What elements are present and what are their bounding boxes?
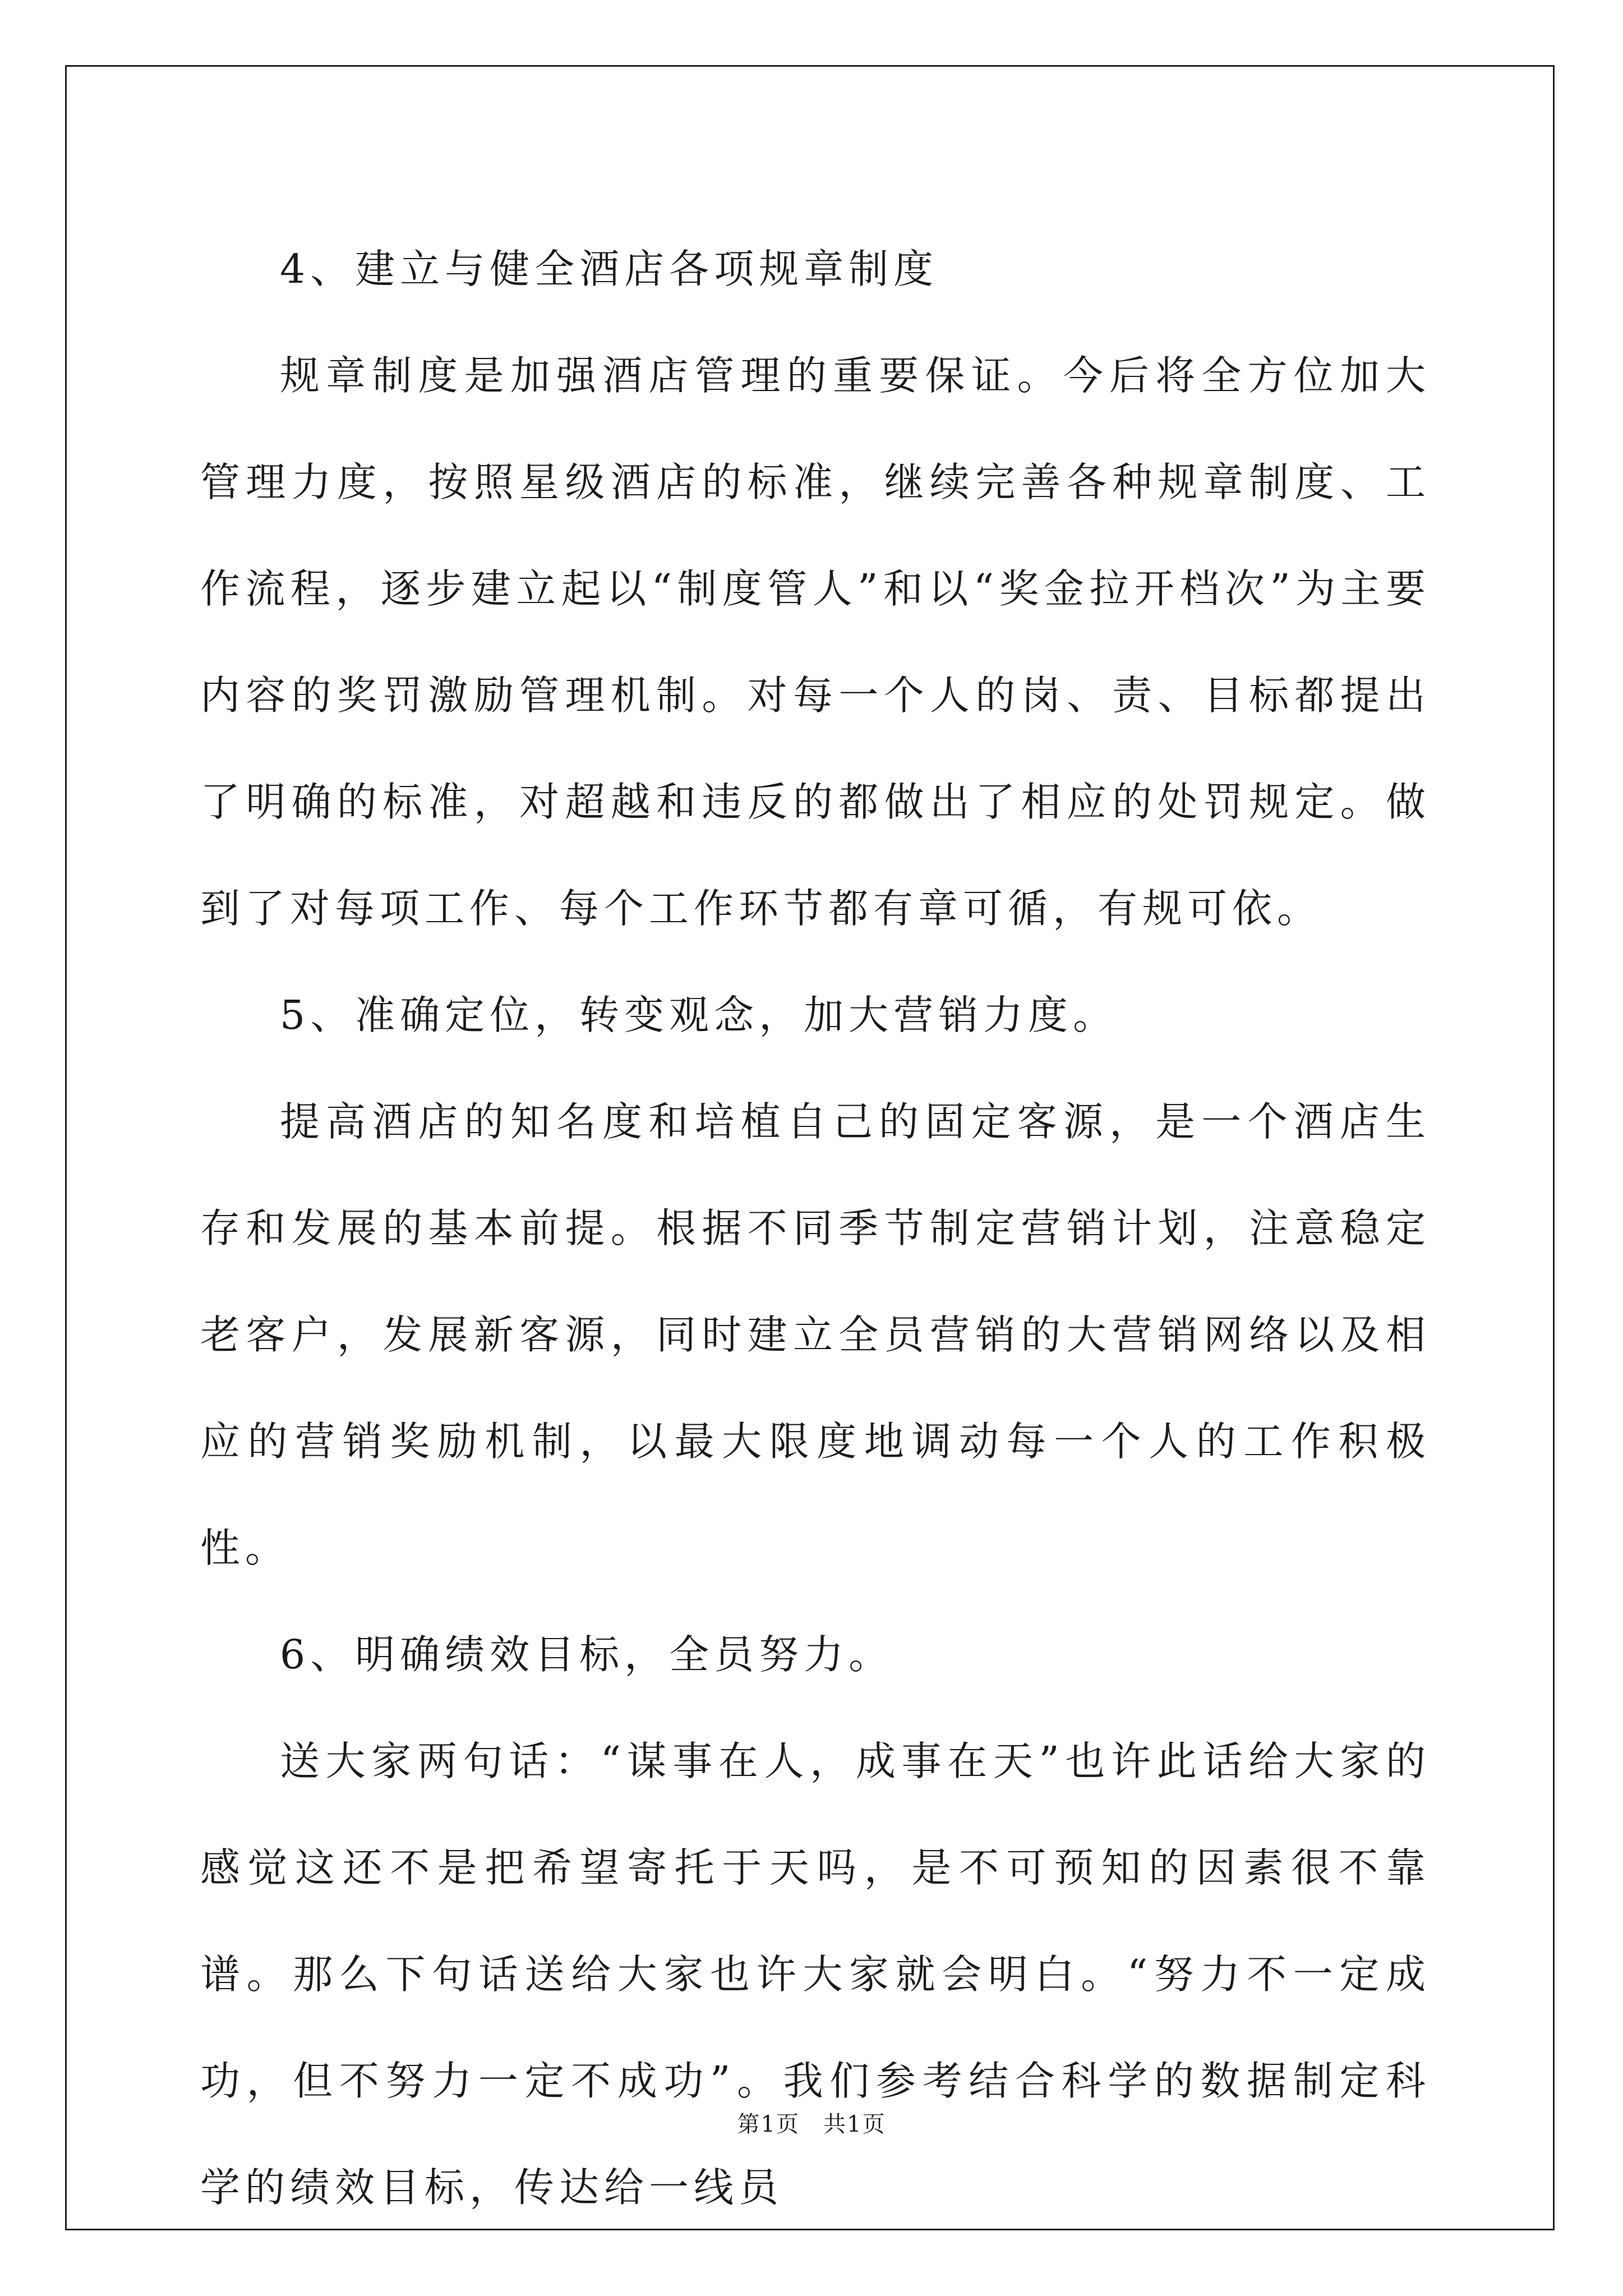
heading-item-5: 5、准确定位，转变观念，加大营销力度。	[280, 992, 1118, 1038]
paragraph-marketing: 提高酒店的知名度和培植自己的固定客源，是一个酒店生存和发展的基本前提。根据不同季节制定营销计划，注意稳定老客户，发展新客源，同时建立全员营销的大营销网络以及相应的营销奖励机制，以最大限度地调动每一个人的工作积极性。	[200, 1098, 1431, 1571]
paragraph-performance: 送大家两句话：“谋事在人，成事在天”也许此话给大家的感觉这还不是把希望寄托于天吗，是不可预知的因素很不靠谱。那么下句话送给大家也许大家就会明白。“努力不一定成功，但不努力一定不成功”。我们参考结合科学的数据制定科学的绩效目标，传达给一线员	[200, 1738, 1431, 2211]
document-body	[200, 216, 1431, 2241]
paragraph-regulations: 规章制度是加强酒店管理的重要保证。今后将全方位加大管理力度，按照星级酒店的标准，继续完善各种规章制度、工作流程，逐步建立起以“制度管人”和以“奖金拉开档次”为主要内容的奖罚激励管理机制。对每一个人的岗、责、目标都提出了明确的标准，对超越和违反的都做出了相应的处罚规定。做到了对每项工作、每个工作环节都有章可循，有规可依。	[200, 352, 1431, 932]
page-number-footer: 第1页 共1页	[737, 2111, 886, 2137]
heading-item-4: 4、建立与健全酒店各项规章制度	[280, 246, 939, 292]
heading-item-6: 6、明确绩效目标，全员努力。	[280, 1631, 894, 1678]
